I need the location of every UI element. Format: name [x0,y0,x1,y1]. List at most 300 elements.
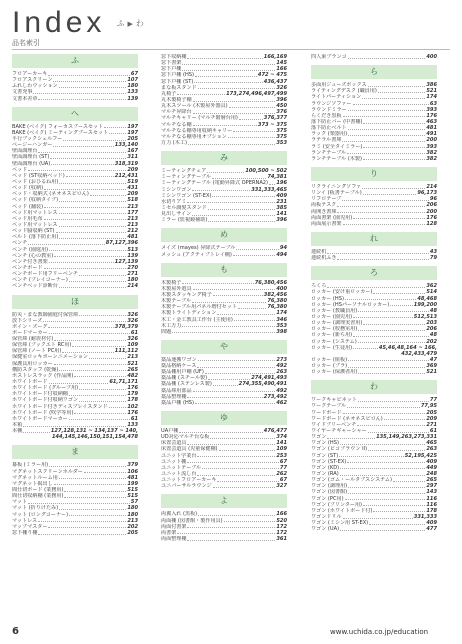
entry-pages[interactable]: 353 [276,322,287,329]
entry-pages[interactable]: 274,355,490,491 [238,381,287,388]
entry-name: 薬品整理棚 [161,393,187,400]
dot-leader [179,428,262,433]
entry-pages[interactable]: 378,379 [114,323,138,330]
entry-name: ミーティングテーブル (電動昇降式 OPERNA2) [161,180,269,187]
dot-leader [213,381,238,386]
dot-leader [182,60,275,65]
page-number: 6 [12,626,19,637]
entry-pages[interactable]: 202 [426,338,437,345]
entry-pages[interactable]: 253 [276,452,287,459]
dot-leader [28,167,126,172]
entry-pages[interactable]: 127,139 [114,258,138,265]
dot-leader [363,156,425,161]
entry-name: ボードマーカー [12,329,48,336]
entry-name: ロッカー (ブラ) [311,363,348,370]
entry-pages[interactable]: 463 [426,118,437,125]
dot-leader [195,72,257,77]
dot-leader [59,197,126,202]
entry-pages[interactable]: 514 [426,289,437,296]
dot-leader [269,180,275,185]
entry-pages[interactable]: 476,477 [263,428,287,435]
entry-pages[interactable]: 197 [127,123,138,130]
entry-pages[interactable]: 100,500 ~ 502 [245,168,287,175]
entry-pages[interactable]: 76,380 [267,304,287,311]
entry-pages[interactable]: 106 [127,468,138,475]
dot-leader [373,289,425,294]
entry-pages[interactable]: 449 [426,464,437,471]
entry-pages[interactable]: 48 [429,332,437,339]
entry-pages[interactable]: 177 [127,209,138,216]
entry-name: 連続机ふき [311,255,337,262]
entry-pages[interactable]: 180 [127,277,138,284]
entry-name: 保護具用ロッカー [12,360,53,367]
entry-pages[interactable]: 116 [426,495,437,502]
entry-pages[interactable]: 375 [276,133,287,140]
dot-leader [363,190,417,195]
entry-pages[interactable]: 133 [127,89,138,96]
website-url[interactable]: www.uchida.co.jp/education [330,628,429,636]
entry-name: ホワイトボード [12,379,48,386]
entry-pages[interactable]: 361 [276,536,287,543]
dot-leader [198,85,276,90]
entry-pages[interactable]: 386 [426,82,437,89]
entry-pages[interactable]: 145 [276,60,287,67]
entry-pages[interactable]: 326 [127,311,138,318]
entry-pages[interactable]: 318,319 [114,160,138,167]
entry-name: ワゴン (ホワイトボード付) [311,507,373,514]
entry-pages[interactable]: 462 [276,399,287,406]
entry-pages[interactable]: 43 [429,248,437,255]
entry-name: ユニットフロアーカーキ [161,477,217,484]
entry-pages[interactable]: 180 [127,511,138,518]
entry-pages[interactable]: 180 [127,505,138,512]
section-gap [12,536,138,541]
dot-leader [74,410,126,415]
entry-pages[interactable]: 265 [426,477,437,484]
dot-leader [362,94,425,99]
entry-pages[interactable]: 141 [276,211,287,218]
entry-pages[interactable]: 67 [279,458,287,465]
entry-pages[interactable]: 176 [127,385,138,392]
entry-name: ミシンワゴン [161,186,192,193]
entry-pages[interactable]: 96 [429,196,437,203]
dot-leader [212,174,266,179]
entry-pages[interactable]: 311 [127,154,138,161]
entry-pages[interactable]: 273,492 [263,393,287,400]
entry-name: 窓下棚り棚 [12,530,38,536]
entry-pages[interactable]: 172 [276,523,287,530]
entry-name: 薬品棚用戸棚 (UF) [161,369,204,376]
dot-leader [327,283,425,288]
entry-pages[interactable]: 61 [429,428,437,435]
entry-pages[interactable]: 393 [426,106,437,113]
dot-leader [368,446,425,451]
entry-pages[interactable]: 519 [127,178,138,185]
entry-pages[interactable]: 515 [127,487,138,494]
entry-pages[interactable]: 274,491,493 [251,375,287,382]
entry-name: 木製スタッキング椅子 [161,291,212,298]
section-heading: れ [311,232,437,246]
dot-leader [54,253,126,258]
entry-pages[interactable]: 61 [130,415,138,422]
entry-pages[interactable]: 111,112 [114,348,138,355]
entry-pages[interactable]: 172 [276,529,287,536]
entry-pages[interactable]: 200 [426,137,437,144]
entry-pages[interactable]: 212,431 [114,172,138,179]
dot-leader [59,283,127,288]
entry-pages[interactable]: 200 [426,208,437,215]
entry-pages[interactable]: 76,380 [267,298,287,305]
entry-pages[interactable]: 199 [127,480,138,487]
entry-pages[interactable]: 326 [127,336,138,343]
dot-leader [62,348,113,353]
entry-pages[interactable]: 400 [426,54,437,60]
entry-pages[interactable]: 494 [276,251,287,258]
entry-pages[interactable]: 139 [127,252,138,259]
entry-pages[interactable]: 271 [127,271,138,278]
entry-pages[interactable]: 178 [127,397,138,404]
entry-pages[interactable]: 431 [127,185,138,192]
entry-pages[interactable]: 128 [426,220,437,227]
entry-pages[interactable]: 196 [276,180,287,187]
dot-leader [51,161,114,166]
entry-pages[interactable]: 203 [426,320,437,327]
entry-pages[interactable]: 141 [276,440,287,447]
entry-name: ユニット流し台 [161,471,197,478]
entry-pages[interactable]: 205 [127,135,138,142]
dot-leader [197,453,275,458]
entry-pages[interactable]: 87,127,396 [105,240,138,247]
entry-pages[interactable]: 127,128,131 ~ 134,137 ~ 140, [50,428,138,435]
dot-leader [348,357,429,362]
dot-leader [182,66,275,71]
dot-leader [348,107,426,112]
entry-pages[interactable]: 382 [426,149,437,156]
entry-pages[interactable]: 214 [426,183,437,190]
entry-pages[interactable]: 213 [127,215,138,222]
dot-leader [13,434,51,439]
entry-pages[interactable]: 382 [426,155,437,162]
dot-leader [54,481,127,486]
index-column-2 [161,54,287,547]
entry-pages[interactable]: 396 [276,96,287,103]
entry-pages[interactable]: 179 [127,391,138,398]
dot-leader [48,71,130,76]
dot-leader [369,520,425,525]
entry-name: ワイヤーチギャーシャー [311,428,367,435]
section-heading: よ [161,494,287,508]
entry-pages[interactable]: 465 [426,440,437,447]
dot-leader [79,385,126,390]
section-heading: わ [311,380,437,394]
entry-pages[interactable]: 326 [127,317,138,324]
entry-pages[interactable]: 144,145,146,150,151,154,478 [51,434,138,441]
entry-pages[interactable]: 176 [426,214,437,221]
entry-pages[interactable]: 362 [426,283,437,290]
entry-name: 文書本差章 [12,95,38,102]
entry-name: ワゴン [311,434,327,441]
entry-pages[interactable]: 382,456 [263,291,287,298]
entry-pages[interactable]: 143 [426,489,437,496]
dot-leader [59,505,126,510]
entry-pages[interactable]: 369 [426,363,437,370]
entry-pages[interactable]: 515 [127,493,138,500]
entry-pages[interactable]: 231 [276,198,287,205]
dot-leader [348,125,426,130]
entry-pages[interactable]: 107 [127,77,138,84]
entry-pages[interactable]: 398 [276,328,287,335]
entry-name: マルチキャリー (マルチ階層台用) [161,115,238,122]
entry-pages[interactable]: 209 [426,415,437,422]
entry-pages[interactable]: 214 [127,283,138,290]
entry-pages[interactable]: 374 [276,434,287,441]
entry-name: ベッド (おひるね用) [12,178,59,185]
entry-name: ラミ (安全タイミラー) [311,143,363,150]
entry-pages[interactable]: 270 [127,264,138,271]
entry-pages[interactable]: 491 [426,131,437,138]
entry-pages[interactable]: 166 [276,66,287,73]
entry-pages[interactable]: 96,173 [417,190,437,197]
entry-pages[interactable]: 518 [127,197,138,204]
entry-pages[interactable]: 450 [276,103,287,110]
dot-leader [193,109,276,114]
section-heading: も [161,263,287,277]
entry-pages[interactable]: 271 [426,421,437,428]
entry-pages[interactable]: 209 [127,191,138,198]
dot-leader [343,514,413,519]
entry-pages[interactable]: 174 [426,94,437,101]
entry-pages[interactable]: 109 [276,446,287,453]
entry-name: ライティングデスク (職員用) [311,88,377,95]
entry-pages[interactable]: 248 [426,471,437,478]
entry-name: マルチなる棚専用収納キャリー [161,127,233,134]
dot-leader [363,119,425,124]
entry-pages[interactable]: 492 [276,387,287,394]
entry-pages[interactable]: 265 [127,366,138,373]
entry-pages[interactable]: 213 [127,517,138,524]
entry-pages[interactable]: 48,468 [417,295,437,302]
dot-leader [192,211,275,216]
entry-name: 丸木製椅子棚 [161,96,192,103]
entry-pages[interactable]: 57 [130,499,138,506]
entry-pages[interactable]: 102 [127,403,138,410]
dot-leader [90,191,127,196]
entry-pages[interactable]: 166,169 [263,54,287,60]
entry-pages[interactable]: 174 [276,310,287,317]
entry-pages[interactable]: 331,333 [413,514,437,521]
entry-name: 薬品運搬ワゴン [161,356,197,363]
entry-name: ベッド (収納) [12,185,44,192]
entry-name: ワゴン (ST) [311,452,339,459]
entry-pages[interactable]: 213 [127,203,138,210]
entry-pages[interactable]: 346 [276,316,287,323]
entry-pages[interactable]: 472 ~ 475 [257,72,287,79]
entry-pages[interactable]: 48 [429,307,437,314]
dot-leader [54,336,126,341]
entry-name: マグネットスクリーンホルダー [12,468,83,475]
entry-pages[interactable]: 61,71,171 [109,379,138,386]
entry-pages[interactable]: 166 [276,511,287,518]
entry-pages[interactable]: 373 ~ 375 [257,121,287,128]
entry-pages[interactable]: 61 [130,329,138,336]
dot-leader [23,428,50,433]
entry-pages[interactable]: 202 [127,523,138,530]
dot-leader [38,518,126,523]
entry-name: 両書架 [161,529,177,536]
entry-pages[interactable]: 477 [426,526,437,533]
entry-pages[interactable]: 212 [127,228,138,235]
entry-name: ホワイトボード付収納棚 [12,391,68,398]
entry-pages[interactable]: 197 [127,129,138,136]
entry-pages[interactable]: 94 [279,245,287,252]
entry-pages[interactable]: 133,140 [114,142,138,149]
dot-leader [197,471,275,476]
entry-pages[interactable]: 167 [127,148,138,155]
entry-pages[interactable]: 63 [429,100,437,107]
entry-pages[interactable]: 77 [279,464,287,471]
entry-name: ベンチ付き書架 [12,258,48,265]
entry-pages[interactable]: 213 [127,221,138,228]
section-heading: ほ [12,295,138,309]
entry-name: ホワイトボードマーカー [12,415,68,422]
entry-pages[interactable]: 77,95 [420,403,437,410]
entry-pages[interactable]: 79 [429,255,437,262]
entry-pages[interactable]: 176 [127,409,138,416]
entry-name: BAKE (ベイク) フォーカスブースセット [12,123,104,130]
dot-leader [59,83,127,88]
entry-pages[interactable]: 76,380,456 [254,279,287,286]
entry-pages[interactable]: 481 [127,474,138,481]
entry-pages[interactable]: 263 [276,369,287,376]
dot-leader [54,361,127,366]
entry-pages[interactable]: 375 [276,127,287,134]
entry-pages[interactable]: 47 [429,356,437,363]
entry-name: ホワイトボード付収納ワゴン [12,397,79,404]
entry-pages[interactable]: 74,381 [267,174,287,181]
entry-name: ロッカー (校務室用) [311,326,358,333]
entry-pages[interactable]: 139 [127,95,138,102]
dot-leader [217,310,275,315]
dot-leader [44,185,126,190]
entry-pages[interactable]: 492 [276,363,287,370]
entry-pages[interactable]: 297 [426,483,437,490]
entry-pages[interactable]: 205 [426,409,437,416]
entry-pages[interactable]: 385 [276,204,287,211]
entry-pages[interactable]: 263 [426,446,437,453]
entry-pages[interactable]: 326 [276,84,287,91]
entry-pages[interactable]: 512,513 [413,313,437,320]
entry-pages[interactable]: 109 [127,342,138,349]
entry-pages[interactable]: 521 [426,369,437,376]
entry-pages[interactable]: 376 [276,109,287,116]
entry-pages[interactable]: 393 [426,143,437,150]
entry-pages[interactable]: 180 [127,83,138,90]
dot-leader [43,318,126,323]
entry-pages[interactable]: 409 [426,458,437,465]
entry-pages[interactable]: 273 [276,356,287,363]
entry-name: リクライニングソファ [311,183,362,190]
entry-pages[interactable]: 482 [127,372,138,379]
entry-pages[interactable]: 178 [426,507,437,514]
entry-pages[interactable]: 206 [426,326,437,333]
entry-name: マット [12,499,28,506]
entry-pages[interactable]: 206 [426,202,437,209]
entry-name: 薬品棚 (ステンレス製) [161,381,212,388]
entry-name: ユニット学業台 [161,452,197,459]
entry-name: ワゴン (ST-EX) [311,458,347,465]
entry-pages[interactable]: 409 [276,192,287,199]
entry-pages[interactable]: 262 [276,471,287,478]
entry-name: ワゴン (ピコブラウン II) [311,446,368,453]
entry-pages[interactable]: 376,377 [263,115,287,122]
entry-name: 多面用ジューズボックス [311,82,367,89]
entry-pages[interactable]: 481 [426,125,437,132]
entry-pages[interactable]: 331,333,465 [251,186,287,193]
entry-pages[interactable]: 379 [127,462,138,469]
entry-name: マップマスター [12,523,48,530]
entry-pages[interactable]: 521 [127,360,138,367]
entry-pages[interactable]: 353 [276,139,287,146]
entry-pages[interactable]: 45,46,48,164 ~ 166, [378,344,437,351]
entry-pages[interactable]: 173,274,496,497,499 [226,90,287,97]
dot-leader [373,508,425,513]
section-heading: ろ [311,266,437,280]
entry-pages[interactable]: 52,195,425 [404,452,437,459]
entry-pages[interactable]: 133 [127,422,138,429]
entry-pages[interactable]: 436,437 [263,78,287,85]
entry-name: マット (折りけたみ) [12,505,59,512]
dot-leader [312,351,400,356]
entry-name: 本棚 [12,428,23,435]
entry-name: ベッド (収納タイプ) [12,197,59,204]
dot-leader [210,434,275,439]
entry-pages[interactable]: 327 [276,483,287,490]
dot-leader [50,154,126,159]
entry-name: ポストレスラック (作品開) [12,372,74,379]
entry-name: らくだき黒板 [311,112,342,119]
entry-pages[interactable]: 67 [279,477,287,484]
entry-pages[interactable]: 396 [276,217,287,224]
entry-pages[interactable]: 209 [127,166,138,173]
entry-pages[interactable]: 409 [426,520,437,527]
entry-name: 平行ブックシェルフー [12,135,63,142]
entry-name: 連続机 [311,248,327,255]
entry-name: 木製トライトディション [161,310,217,317]
entry-pages[interactable]: 513 [127,246,138,253]
entry-name: ベッド [12,166,28,173]
entry-name: ラック (楽器用) [311,131,348,138]
entry-pages[interactable]: 520 [276,517,287,524]
entry-pages[interactable]: 176 [426,112,437,119]
entry-pages[interactable]: 481 [127,234,138,241]
entry-pages[interactable]: 67 [130,71,138,77]
entry-pages[interactable]: 199,200 [413,301,437,308]
entry-pages[interactable]: 77 [429,397,437,404]
dot-leader [340,471,426,476]
entry-pages[interactable]: 135,149,263,273,331 [376,434,437,441]
entry-pages[interactable]: 432,433,479 [401,350,437,357]
entry-pages[interactable]: 116 [426,501,437,508]
dot-leader [233,128,275,133]
entry-pages[interactable]: 521 [426,88,437,95]
entry-pages[interactable]: 213 [127,354,138,361]
dot-leader [239,115,263,120]
dot-leader [104,124,126,129]
dot-leader [33,89,126,94]
entry-pages[interactable]: 400 [276,285,287,292]
entry-pages[interactable]: 205 [127,530,138,536]
section-gap [161,542,287,547]
